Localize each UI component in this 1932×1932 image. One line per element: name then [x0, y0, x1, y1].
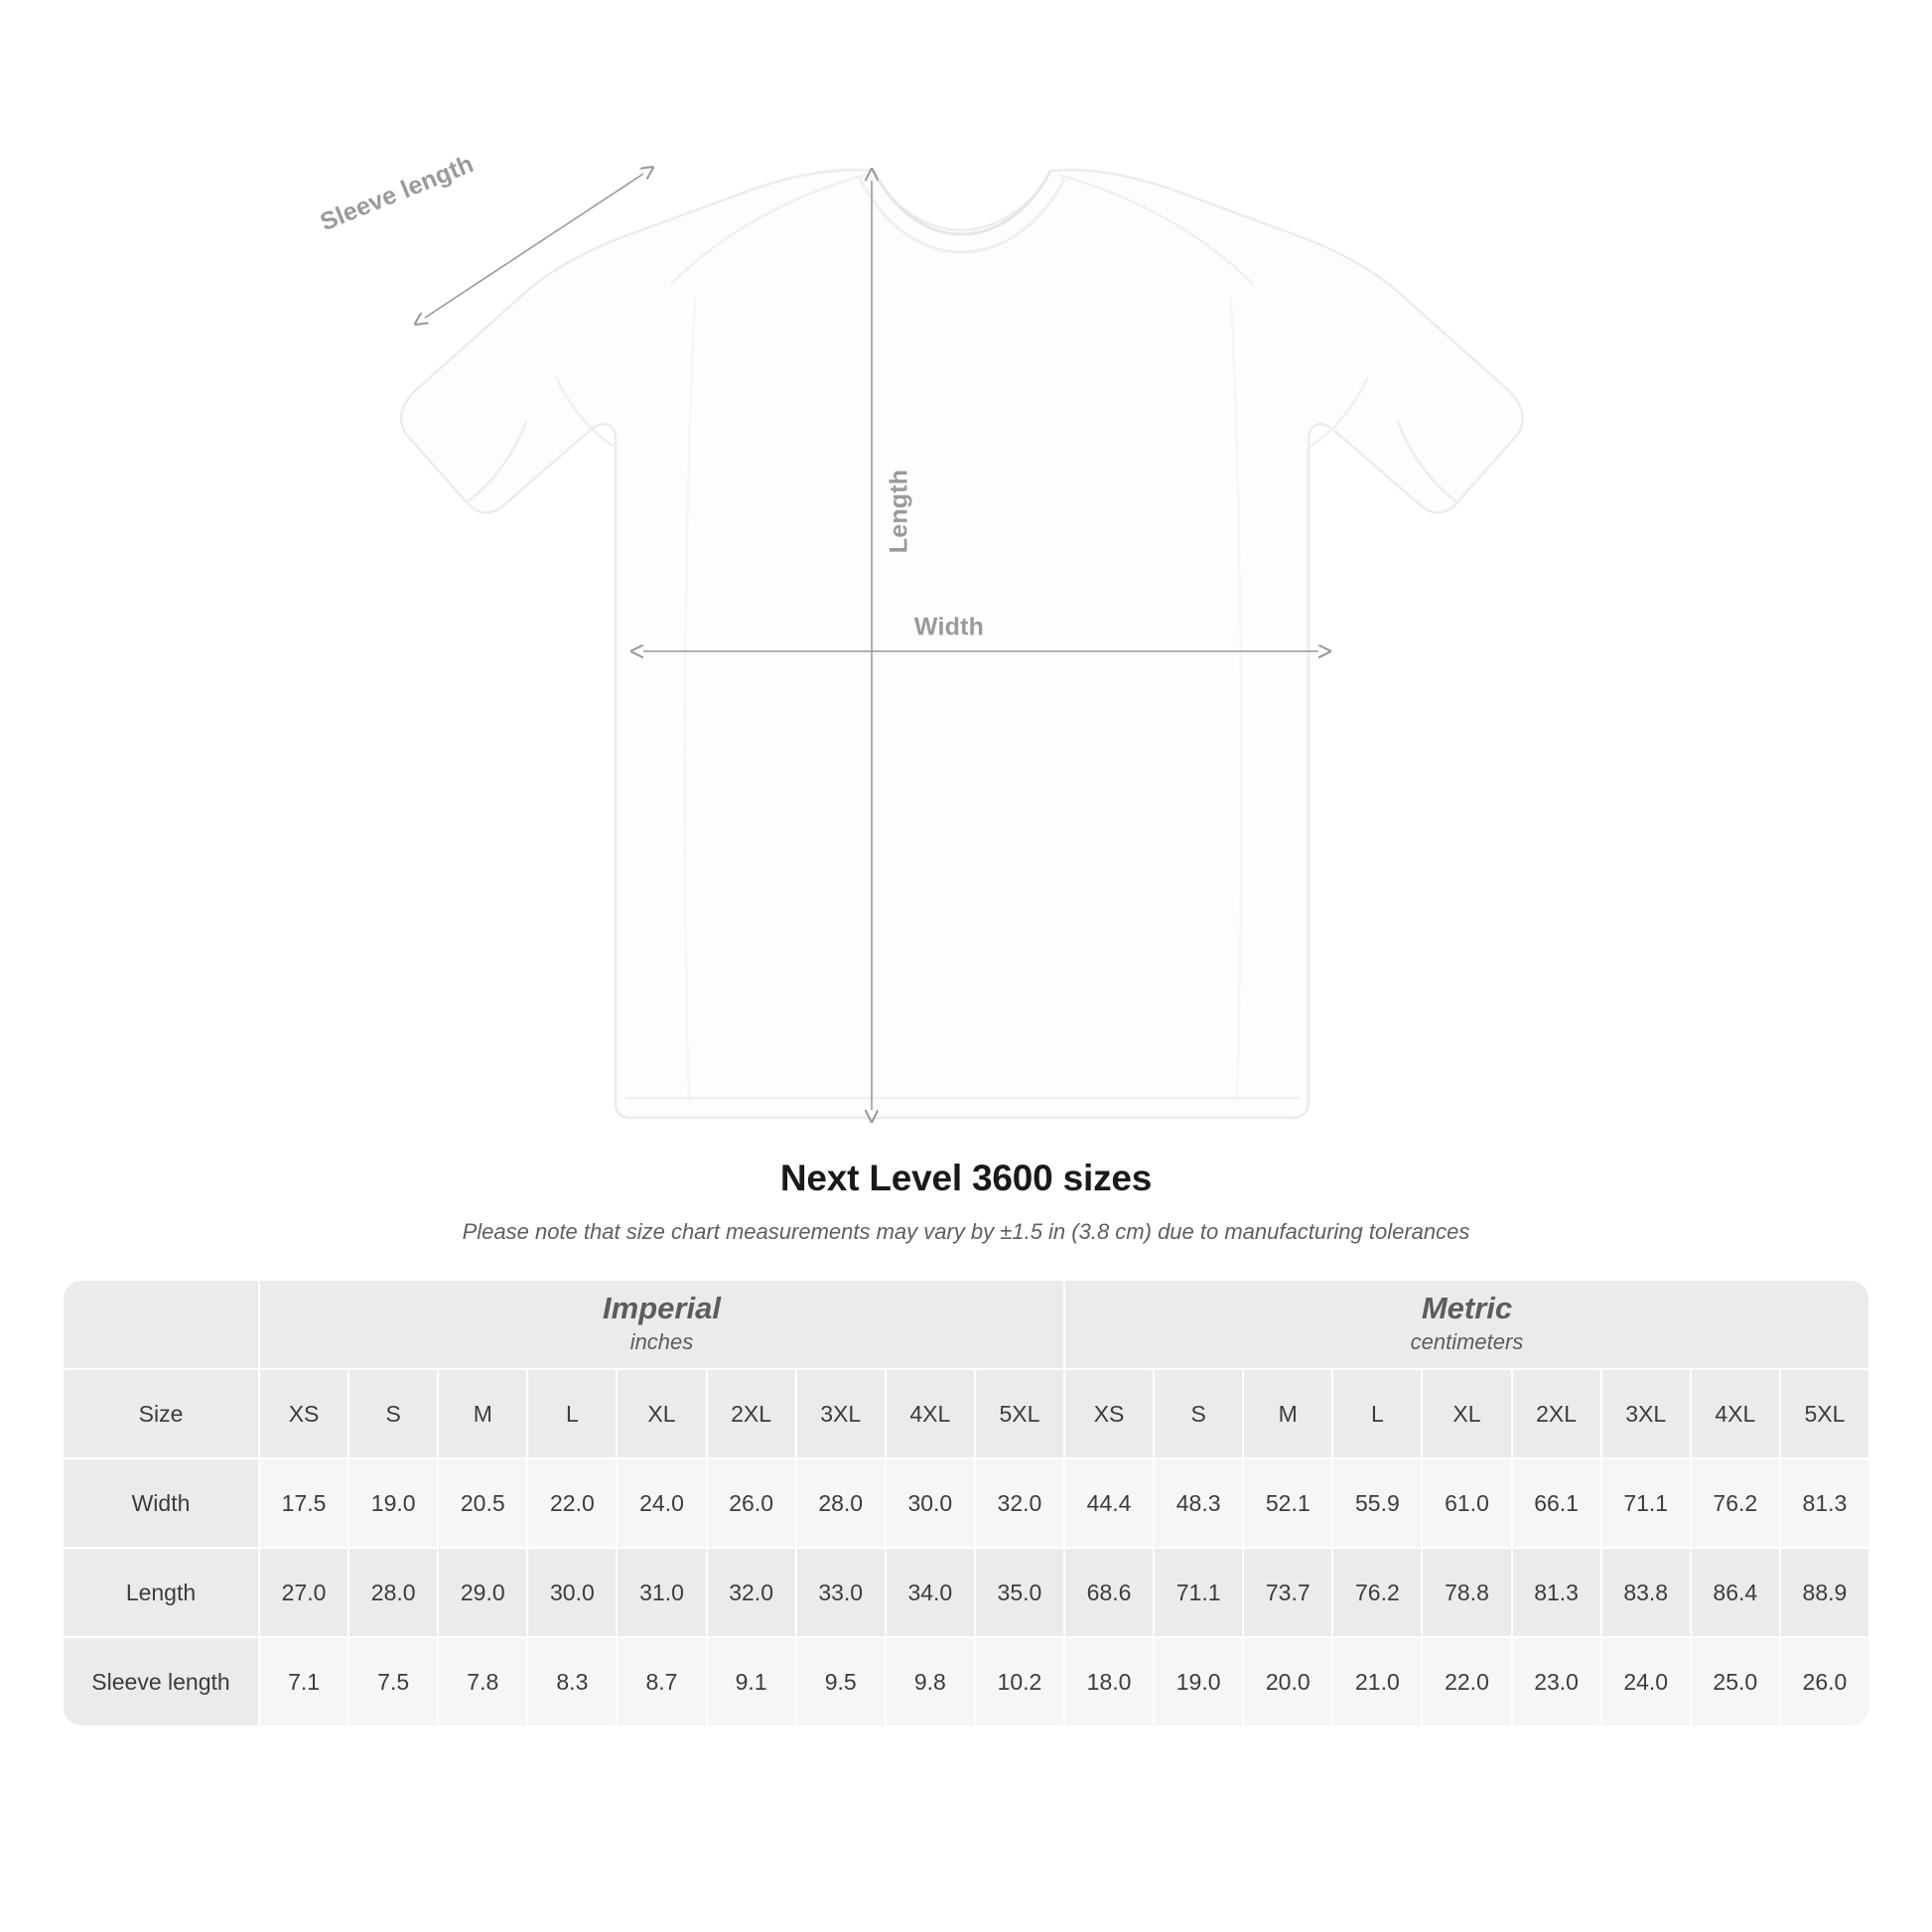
- size-header-imperial-3xl: 3XL: [797, 1370, 885, 1457]
- cell-length-metric-l: 76.2: [1333, 1549, 1421, 1636]
- page-title: Next Level 3600 sizes: [779, 1158, 1153, 1198]
- tolerance-note: Please note that size chart measurements may vary by ±1.5 in (3.8 cm) due to manufacturing tolerances: [462, 1219, 1470, 1244]
- cell-width-imperial-5xl: 32.0: [976, 1459, 1063, 1547]
- cell-width-imperial-s: 19.0: [349, 1459, 437, 1547]
- cell-length-imperial-4xl: 34.0: [887, 1549, 974, 1636]
- size-header-metric-3xl: 3XL: [1602, 1370, 1690, 1457]
- cell-length-imperial-5xl: 35.0: [976, 1549, 1063, 1636]
- size-header-metric-m: M: [1244, 1370, 1331, 1457]
- cell-width-metric-5xl: 81.3: [1781, 1459, 1868, 1547]
- cell-sleeve-metric-5xl: 26.0: [1781, 1638, 1868, 1725]
- size-column-label: Size: [64, 1370, 258, 1457]
- cell-length-imperial-l: 30.0: [528, 1549, 616, 1636]
- size-header-metric-4xl: 4XL: [1692, 1370, 1779, 1457]
- unit-name-metric: Metric: [1421, 1290, 1513, 1325]
- table-size-header-row: [64, 1370, 1868, 1457]
- cell-width-imperial-xs: 17.5: [260, 1459, 347, 1547]
- size-header-imperial-5xl: 5XL: [976, 1370, 1063, 1457]
- cell-width-metric-l: 55.9: [1333, 1459, 1421, 1547]
- cell-sleeve-metric-3xl: 24.0: [1602, 1638, 1690, 1725]
- cell-sleeve-metric-l: 21.0: [1333, 1638, 1421, 1725]
- table-unit-header-row: [64, 1281, 1868, 1368]
- cell-sleeve-metric-s: 19.0: [1155, 1638, 1242, 1725]
- cell-length-metric-m: 73.7: [1244, 1549, 1331, 1636]
- size-header-imperial-m: M: [439, 1370, 526, 1457]
- length-label: Length: [885, 469, 913, 554]
- cell-sleeve-imperial-xl: 8.7: [618, 1638, 705, 1725]
- cell-width-imperial-l: 22.0: [528, 1459, 616, 1547]
- cell-length-imperial-xs: 27.0: [260, 1549, 347, 1636]
- cell-sleeve-imperial-3xl: 9.5: [797, 1638, 885, 1725]
- cell-length-metric-xs: 68.6: [1065, 1549, 1153, 1636]
- cell-length-imperial-2xl: 32.0: [708, 1549, 795, 1636]
- tshirt-shape: [401, 170, 1523, 1118]
- heading-block: [0, 1158, 1932, 1245]
- unit-header-imperial: [260, 1281, 1063, 1368]
- unit-header-metric: [1065, 1281, 1868, 1368]
- cell-length-metric-xl: 78.8: [1423, 1549, 1510, 1636]
- cell-width-metric-s: 48.3: [1155, 1459, 1242, 1547]
- size-header-imperial-4xl: 4XL: [887, 1370, 974, 1457]
- cell-width-metric-xs: 44.4: [1065, 1459, 1153, 1547]
- cell-length-imperial-xl: 31.0: [618, 1549, 705, 1636]
- cell-sleeve-metric-xl: 22.0: [1423, 1638, 1510, 1725]
- unit-sub-imperial: inches: [629, 1329, 694, 1355]
- table-row: [64, 1459, 1868, 1547]
- cell-sleeve-imperial-5xl: 10.2: [976, 1638, 1063, 1725]
- width-label: Width: [913, 613, 985, 641]
- row-label-sleeve-length: Sleeve length: [64, 1638, 258, 1725]
- cell-length-imperial-s: 28.0: [349, 1549, 437, 1636]
- cell-width-imperial-m: 20.5: [439, 1459, 526, 1547]
- size-header-metric-5xl: 5XL: [1781, 1370, 1868, 1457]
- row-label-width: Width: [64, 1459, 258, 1547]
- cell-length-imperial-m: 29.0: [439, 1549, 526, 1636]
- size-table-wrap: [62, 1279, 1870, 1727]
- sleeve-length-label: Sleeve length: [316, 149, 478, 237]
- cell-length-metric-5xl: 88.9: [1781, 1549, 1868, 1636]
- cell-width-imperial-4xl: 30.0: [887, 1459, 974, 1547]
- cell-width-imperial-xl: 24.0: [618, 1459, 705, 1547]
- cell-sleeve-imperial-m: 7.8: [439, 1638, 526, 1725]
- size-table: [62, 1279, 1870, 1727]
- size-header-imperial-s: S: [349, 1370, 437, 1457]
- cell-sleeve-metric-4xl: 25.0: [1692, 1638, 1779, 1725]
- row-label-length: Length: [64, 1549, 258, 1636]
- cell-sleeve-imperial-s: 7.5: [349, 1638, 437, 1725]
- size-header-metric-xl: XL: [1423, 1370, 1510, 1457]
- cell-sleeve-metric-xs: 18.0: [1065, 1638, 1153, 1725]
- cell-length-imperial-3xl: 33.0: [797, 1549, 885, 1636]
- size-header-imperial-xl: XL: [618, 1370, 705, 1457]
- table-row: [64, 1638, 1868, 1725]
- unit-sub-metric: centimeters: [1410, 1329, 1524, 1355]
- cell-width-metric-3xl: 71.1: [1602, 1459, 1690, 1547]
- cell-sleeve-imperial-xs: 7.1: [260, 1638, 347, 1725]
- cell-width-metric-m: 52.1: [1244, 1459, 1331, 1547]
- cell-sleeve-metric-2xl: 23.0: [1513, 1638, 1600, 1725]
- cell-sleeve-metric-m: 20.0: [1244, 1638, 1331, 1725]
- cell-sleeve-imperial-4xl: 9.8: [887, 1638, 974, 1725]
- cell-width-metric-xl: 61.0: [1423, 1459, 1510, 1547]
- cell-width-imperial-2xl: 26.0: [708, 1459, 795, 1547]
- size-header-metric-s: S: [1155, 1370, 1242, 1457]
- size-header-imperial-xs: XS: [260, 1370, 347, 1457]
- cell-length-metric-2xl: 81.3: [1513, 1549, 1600, 1636]
- size-header-imperial-2xl: 2XL: [708, 1370, 795, 1457]
- size-header-imperial-l: L: [528, 1370, 616, 1457]
- cell-length-metric-4xl: 86.4: [1692, 1549, 1779, 1636]
- table-row: [64, 1549, 1868, 1636]
- cell-sleeve-imperial-l: 8.3: [528, 1638, 616, 1725]
- cell-width-metric-2xl: 66.1: [1513, 1459, 1600, 1547]
- size-header-metric-2xl: 2XL: [1513, 1370, 1600, 1457]
- unit-name-imperial: Imperial: [603, 1290, 721, 1325]
- size-header-metric-xs: XS: [1065, 1370, 1153, 1457]
- cell-width-imperial-3xl: 28.0: [797, 1459, 885, 1547]
- unit-header-spacer: [64, 1281, 258, 1368]
- size-header-metric-l: L: [1333, 1370, 1421, 1457]
- cell-length-metric-3xl: 83.8: [1602, 1549, 1690, 1636]
- cell-width-metric-4xl: 76.2: [1692, 1459, 1779, 1547]
- cell-sleeve-imperial-2xl: 9.1: [708, 1638, 795, 1725]
- cell-length-metric-s: 71.1: [1155, 1549, 1242, 1636]
